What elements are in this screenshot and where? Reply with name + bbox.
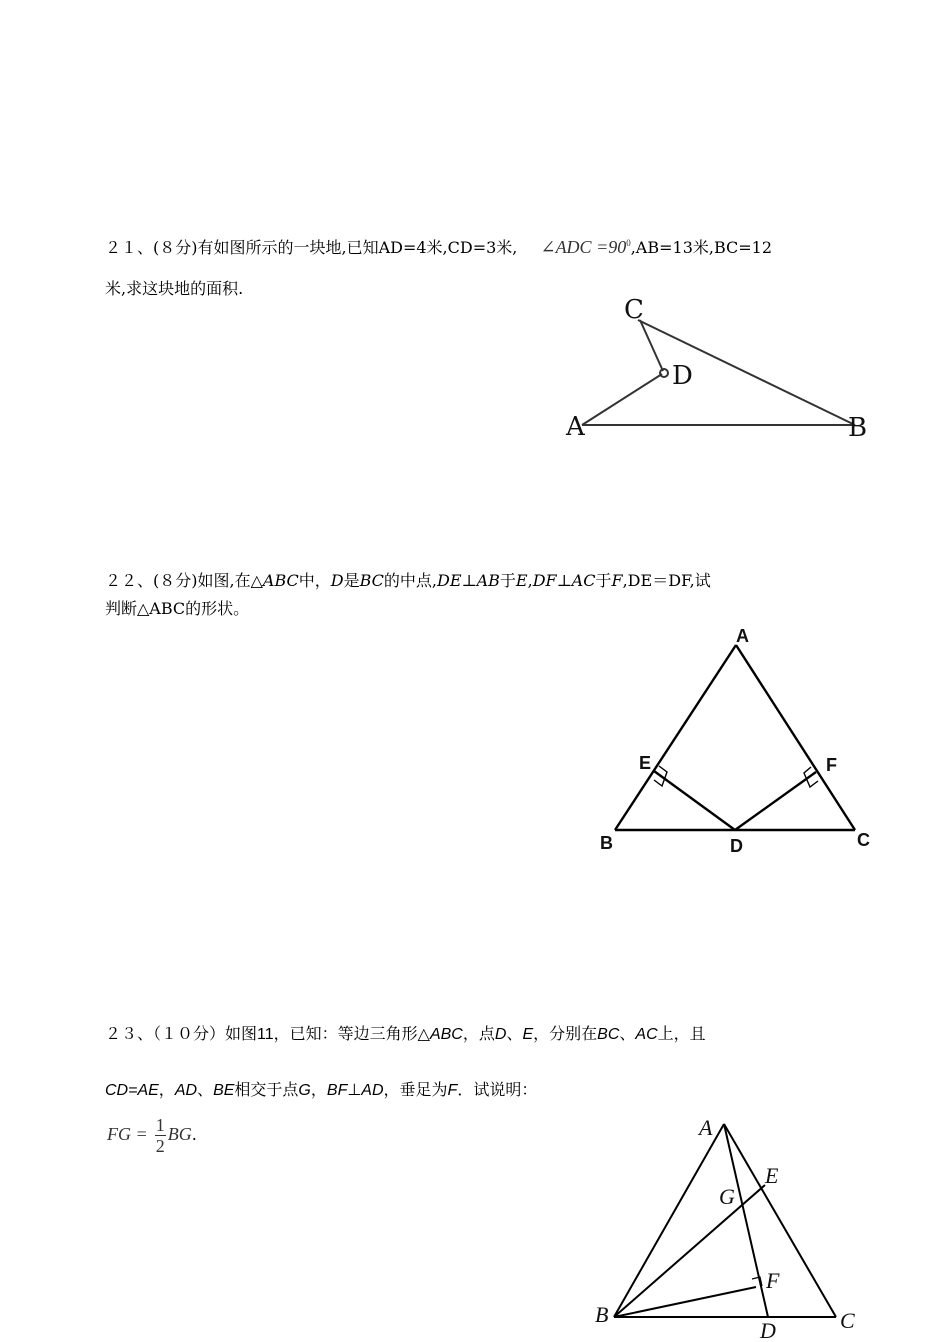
q21-segment-cd: [640, 320, 663, 371]
q21-text-b: ,AB=13米,BC=12: [630, 238, 773, 257]
q23-fraction: $\frac{1}{2}$: [155, 1115, 165, 1156]
q22-segment-de: [654, 771, 735, 830]
q23-segment-bf: [614, 1287, 756, 1317]
q21-label-c: C: [624, 295, 644, 325]
q22-label-c: C: [857, 830, 870, 850]
q21-number: ２１、(８分): [105, 238, 198, 257]
q22-label-f: F: [826, 755, 837, 775]
q23-label-c: C: [840, 1308, 855, 1333]
q21-label-a: A: [566, 412, 585, 442]
q22-side-ab: [615, 645, 736, 830]
q23-label-g: G: [719, 1184, 735, 1209]
q22-line2: 判断△ABC的形状。: [105, 599, 250, 618]
q21-text-a: 有如图所示的一块地,已知AD=4米,CD=3米,: [197, 238, 518, 257]
q23-formula: FG = $\frac{1}{2}$ BG.: [107, 1115, 197, 1156]
q21-label-d: D: [672, 361, 693, 391]
q22-right-angle-e: [654, 766, 667, 786]
q21-line1: [105, 232, 850, 259]
q21-right-angle-mark: [660, 369, 668, 377]
q23-line2: CD=AE，AD、BE相交于点G，BF⊥AD，垂足为F．试说明：: [105, 1082, 538, 1099]
q23-label-d: D: [760, 1318, 776, 1342]
q22-label-d: D: [730, 836, 743, 856]
q23-right-angle-f: [752, 1277, 762, 1286]
q23-label-f: F: [766, 1268, 780, 1293]
q21-segment-ad: [582, 374, 662, 425]
q22-right-angle-f: [804, 767, 818, 787]
q21-label-b: B: [848, 413, 868, 443]
q21-segment-cb: [638, 320, 855, 425]
q23-segment-be: [614, 1185, 765, 1317]
q22-line1: ２２、(８分)如图,在△ABC中，D是BC的中点,DE⊥AB于E,DF⊥AC于F,DE＝DF,试: [105, 571, 711, 590]
q23-line1: ２３、（１０分）如图11，已知：等边三角形△ABC，点D、E，分别在BC、AC上，且: [105, 1026, 706, 1043]
q21-angle: ∠ADC $=90^0$: [540, 237, 631, 257]
q23-label-a: A: [699, 1115, 713, 1140]
q23-label-b: B: [595, 1302, 609, 1327]
q22-segment-df: [735, 772, 816, 830]
q22-label-a: A: [736, 626, 749, 646]
q22-label-e: E: [639, 753, 652, 773]
q23-label-e: E: [765, 1163, 779, 1188]
q22-label-b: B: [600, 833, 613, 853]
q21-line2: 米,求这块地的面积.: [105, 279, 244, 298]
q22-side-ac: [736, 645, 855, 830]
